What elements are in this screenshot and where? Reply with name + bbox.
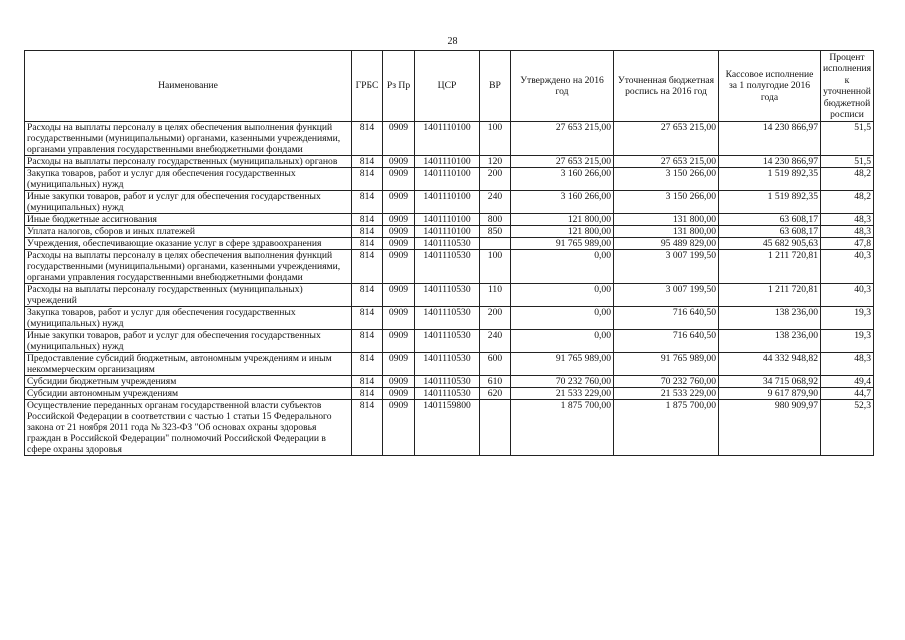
cell-csr: 1401110530: [415, 353, 480, 376]
cell-vr: 620: [480, 388, 511, 400]
cell-approved: 121 800,00: [511, 226, 614, 238]
cell-csr: 1401110530: [415, 307, 480, 330]
cell-cash: 1 519 892,35: [719, 168, 821, 191]
cell-name: Уплата налогов, сборов и иных платежей: [25, 226, 352, 238]
cell-cash: 34 715 068,92: [719, 376, 821, 388]
cell-rzpr: 0909: [383, 156, 415, 168]
cell-refined: 70 232 760,00: [614, 376, 719, 388]
cell-csr: 1401110100: [415, 226, 480, 238]
table-row: [25, 353, 874, 376]
cell-percent: 40,3: [821, 250, 874, 284]
table-body: [25, 122, 874, 456]
cell-grbs: 814: [352, 400, 383, 456]
cell-csr: 1401110100: [415, 214, 480, 226]
cell-csr: 1401110100: [415, 191, 480, 214]
cell-vr: 100: [480, 122, 511, 156]
header-approved: Утверждено на 2016 год: [511, 51, 614, 122]
cell-grbs: 814: [352, 353, 383, 376]
cell-rzpr: 0909: [383, 353, 415, 376]
cell-refined: 3 150 266,00: [614, 168, 719, 191]
cell-name: Закупка товаров, работ и услуг для обеспечения государственных (муниципальных) нужд: [25, 307, 352, 330]
cell-rzpr: 0909: [383, 226, 415, 238]
cell-approved: 0,00: [511, 307, 614, 330]
table-row: [25, 238, 874, 250]
cell-refined: 716 640,50: [614, 307, 719, 330]
table-row: [25, 400, 874, 456]
cell-csr: 1401110530: [415, 284, 480, 307]
cell-refined: 716 640,50: [614, 330, 719, 353]
cell-approved: 121 800,00: [511, 214, 614, 226]
cell-cash: 45 682 905,63: [719, 238, 821, 250]
cell-vr: 800: [480, 214, 511, 226]
cell-percent: 19,3: [821, 307, 874, 330]
cell-name: Иные бюджетные ассигнования: [25, 214, 352, 226]
table-row: [25, 191, 874, 214]
cell-name: Расходы на выплаты персоналу государственных (муниципальных) органов: [25, 156, 352, 168]
cell-name: Расходы на выплаты персоналу в целях обеспечения выполнения функций государственными (муниципальными) органами, казенными учреждениями, органами управления государственными внебюджетными фондами: [25, 122, 352, 156]
cell-approved: 0,00: [511, 330, 614, 353]
cell-approved: 27 653 215,00: [511, 122, 614, 156]
cell-approved: 91 765 989,00: [511, 238, 614, 250]
cell-cash: 1 211 720,81: [719, 284, 821, 307]
cell-rzpr: 0909: [383, 214, 415, 226]
cell-rzpr: 0909: [383, 376, 415, 388]
cell-approved: 1 875 700,00: [511, 400, 614, 456]
cell-csr: 1401110100: [415, 156, 480, 168]
cell-vr: 120: [480, 156, 511, 168]
cell-approved: 3 160 266,00: [511, 191, 614, 214]
cell-rzpr: 0909: [383, 330, 415, 353]
cell-grbs: 814: [352, 122, 383, 156]
cell-vr: 240: [480, 330, 511, 353]
table-row: [25, 156, 874, 168]
cell-grbs: 814: [352, 168, 383, 191]
table-row: [25, 388, 874, 400]
cell-refined: 3 007 199,50: [614, 250, 719, 284]
cell-rzpr: 0909: [383, 284, 415, 307]
cell-grbs: 814: [352, 330, 383, 353]
cell-percent: 47,8: [821, 238, 874, 250]
cell-vr: 110: [480, 284, 511, 307]
cell-grbs: 814: [352, 307, 383, 330]
cell-csr: 1401110100: [415, 122, 480, 156]
cell-vr: 240: [480, 191, 511, 214]
cell-rzpr: 0909: [383, 168, 415, 191]
table-row: [25, 122, 874, 156]
table-row: [25, 330, 874, 353]
cell-cash: 63 608,17: [719, 226, 821, 238]
budget-table: [24, 50, 874, 456]
cell-approved: 0,00: [511, 250, 614, 284]
cell-csr: 1401110530: [415, 388, 480, 400]
cell-refined: 3 007 199,50: [614, 284, 719, 307]
cell-percent: 48,2: [821, 191, 874, 214]
header-name: Наименование: [25, 51, 352, 122]
table-row: [25, 250, 874, 284]
cell-name: Закупка товаров, работ и услуг для обеспечения государственных (муниципальных) нужд: [25, 168, 352, 191]
cell-percent: 48,3: [821, 214, 874, 226]
cell-cash: 14 230 866,97: [719, 122, 821, 156]
table-row: [25, 226, 874, 238]
header-grbs: ГРБС: [352, 51, 383, 122]
cell-percent: 48,3: [821, 353, 874, 376]
cell-name: Иные закупки товаров, работ и услуг для обеспечения государственных (муниципальных) нужд: [25, 191, 352, 214]
table-row: [25, 284, 874, 307]
cell-name: Расходы на выплаты персоналу государственных (муниципальных) учреждений: [25, 284, 352, 307]
cell-vr: 610: [480, 376, 511, 388]
cell-cash: 1 519 892,35: [719, 191, 821, 214]
page-number: 28: [447, 36, 458, 47]
cell-grbs: 814: [352, 191, 383, 214]
cell-refined: 21 533 229,00: [614, 388, 719, 400]
cell-grbs: 814: [352, 238, 383, 250]
cell-cash: 44 332 948,82: [719, 353, 821, 376]
cell-vr: [480, 238, 511, 250]
header-rzpr: Рз Пр: [383, 51, 415, 122]
cell-grbs: 814: [352, 156, 383, 168]
cell-name: Иные закупки товаров, работ и услуг для обеспечения государственных (муниципальных) нужд: [25, 330, 352, 353]
cell-approved: 27 653 215,00: [511, 156, 614, 168]
cell-percent: 19,3: [821, 330, 874, 353]
cell-csr: 1401110100: [415, 168, 480, 191]
cell-name: Учреждения, обеспечивающие оказание услуг в сфере здравоохранения: [25, 238, 352, 250]
cell-approved: 3 160 266,00: [511, 168, 614, 191]
cell-rzpr: 0909: [383, 388, 415, 400]
cell-csr: 1401159800: [415, 400, 480, 456]
cell-vr: 850: [480, 226, 511, 238]
cell-grbs: 814: [352, 284, 383, 307]
cell-approved: 91 765 989,00: [511, 353, 614, 376]
cell-vr: 200: [480, 307, 511, 330]
table-row: [25, 376, 874, 388]
header-vr: ВР: [480, 51, 511, 122]
cell-name: Субсидии бюджетным учреждениям: [25, 376, 352, 388]
cell-rzpr: 0909: [383, 191, 415, 214]
cell-csr: 1401110530: [415, 330, 480, 353]
cell-refined: 3 150 266,00: [614, 191, 719, 214]
cell-cash: 14 230 866,97: [719, 156, 821, 168]
cell-refined: 131 800,00: [614, 214, 719, 226]
cell-refined: 27 653 215,00: [614, 122, 719, 156]
cell-refined: 27 653 215,00: [614, 156, 719, 168]
cell-grbs: 814: [352, 226, 383, 238]
cell-name: Осуществление переданных органам государственной власти субъектов Российской Федерации в соответствии с частью 1 статьи 15 Федерального закона от 21 ноября 2011 года № 323-ФЗ "Об основах охраны здоровья граждан в Российской Федерации" полномочий Российской Федерации в сфере охраны здоровья: [25, 400, 352, 456]
header-row: [25, 51, 874, 122]
cell-grbs: 814: [352, 376, 383, 388]
cell-rzpr: 0909: [383, 122, 415, 156]
cell-vr: 100: [480, 250, 511, 284]
cell-approved: 0,00: [511, 284, 614, 307]
cell-vr: [480, 400, 511, 456]
cell-rzpr: 0909: [383, 238, 415, 250]
cell-percent: 48,2: [821, 168, 874, 191]
cell-percent: 52,3: [821, 400, 874, 456]
cell-rzpr: 0909: [383, 307, 415, 330]
cell-rzpr: 0909: [383, 400, 415, 456]
cell-approved: 21 533 229,00: [511, 388, 614, 400]
cell-csr: 1401110530: [415, 250, 480, 284]
header-cash: Кассовое исполнение за 1 полугодие 2016 года: [719, 51, 821, 122]
cell-percent: 48,3: [821, 226, 874, 238]
cell-refined: 91 765 989,00: [614, 353, 719, 376]
cell-refined: 95 489 829,00: [614, 238, 719, 250]
cell-cash: 9 617 879,90: [719, 388, 821, 400]
cell-name: Расходы на выплаты персоналу в целях обеспечения выполнения функций государственными (муниципальными) органами, казенными учреждениями, органами управления государственными внебюджетными фондами: [25, 250, 352, 284]
cell-percent: 51,5: [821, 156, 874, 168]
table-row: [25, 214, 874, 226]
cell-refined: 1 875 700,00: [614, 400, 719, 456]
header-refined: Уточненная бюджетная роспись на 2016 год: [614, 51, 719, 122]
cell-grbs: 814: [352, 388, 383, 400]
cell-refined: 131 800,00: [614, 226, 719, 238]
header-csr: ЦСР: [415, 51, 480, 122]
cell-percent: 44,7: [821, 388, 874, 400]
cell-cash: 980 909,97: [719, 400, 821, 456]
cell-approved: 70 232 760,00: [511, 376, 614, 388]
cell-cash: 1 211 720,81: [719, 250, 821, 284]
table-row: [25, 307, 874, 330]
header-percent: Процент исполнения к уточненной бюджетной росписи: [821, 51, 874, 122]
cell-vr: 200: [480, 168, 511, 191]
cell-cash: 63 608,17: [719, 214, 821, 226]
cell-percent: 40,3: [821, 284, 874, 307]
cell-rzpr: 0909: [383, 250, 415, 284]
cell-csr: 1401110530: [415, 376, 480, 388]
cell-grbs: 814: [352, 214, 383, 226]
cell-cash: 138 236,00: [719, 330, 821, 353]
cell-percent: 49,4: [821, 376, 874, 388]
cell-csr: 1401110530: [415, 238, 480, 250]
cell-cash: 138 236,00: [719, 307, 821, 330]
cell-vr: 600: [480, 353, 511, 376]
cell-grbs: 814: [352, 250, 383, 284]
cell-name: Предоставление субсидий бюджетным, автономным учреждениям и иным некоммерческим организациям: [25, 353, 352, 376]
cell-percent: 51,5: [821, 122, 874, 156]
cell-name: Субсидии автономным учреждениям: [25, 388, 352, 400]
table-row: [25, 168, 874, 191]
